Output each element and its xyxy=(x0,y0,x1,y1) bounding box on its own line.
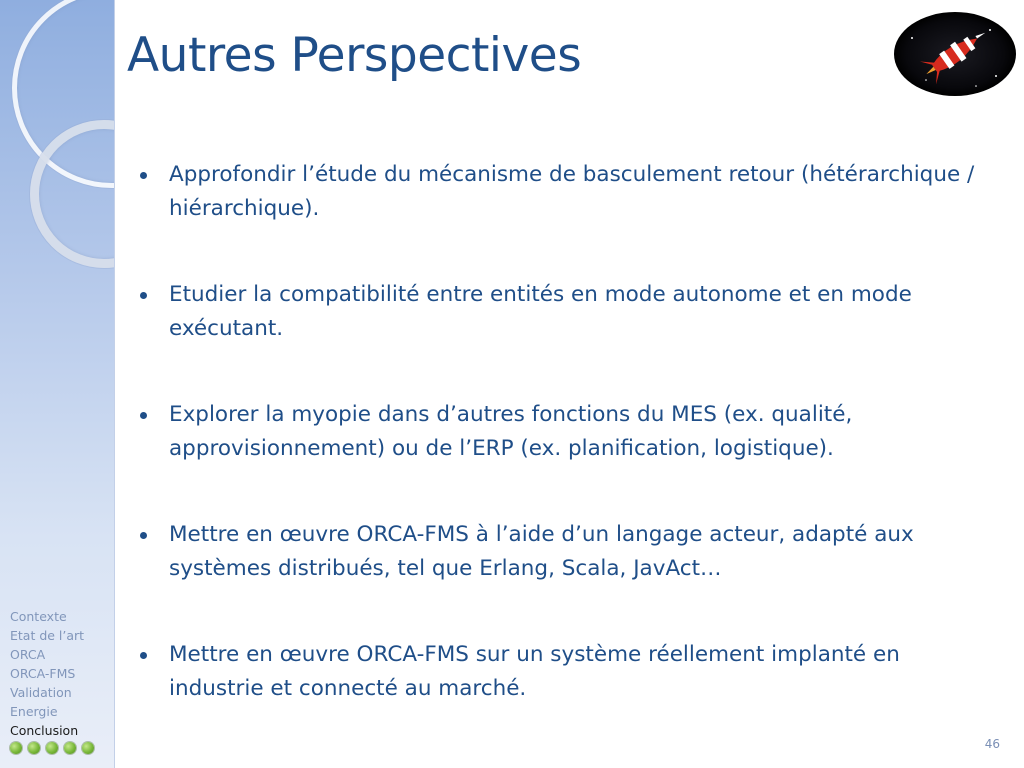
nav-dot-icon[interactable] xyxy=(82,742,94,754)
bullet-item xyxy=(138,638,988,706)
nav-dot-icon[interactable] xyxy=(46,742,58,754)
bullet-item xyxy=(138,518,988,586)
rocket-icon xyxy=(892,10,1018,98)
nav-item-etat-de-lart[interactable]: Etat de l’art xyxy=(10,628,85,643)
bullet-list xyxy=(138,158,988,706)
nav-item-validation[interactable]: Validation xyxy=(10,685,72,700)
nav-item-orca-fms[interactable]: ORCA-FMS xyxy=(10,666,76,681)
bullet-item xyxy=(138,398,988,466)
bullet-dot-icon xyxy=(140,292,147,299)
nav-dot-icon[interactable] xyxy=(10,742,22,754)
page-title: Autres Perspectives xyxy=(127,28,582,83)
bullet-dot-icon xyxy=(140,532,147,539)
bullet-item xyxy=(138,278,988,346)
nav-item-contexte[interactable]: Contexte xyxy=(10,609,67,624)
nav-item-conclusion[interactable]: Conclusion xyxy=(10,723,79,738)
nav-item-energie[interactable]: Energie xyxy=(10,704,58,719)
nav-dots xyxy=(10,742,94,754)
bullet-dot-icon xyxy=(140,652,147,659)
bullet-dot-icon xyxy=(140,172,147,179)
bullet-dot-icon xyxy=(140,412,147,419)
bullet-text: Approfondir l’étude du mécanisme de basculement retour (hétérarchique / hiérarchique). xyxy=(169,162,975,221)
bullet-text: Etudier la compatibilité entre entités en mode autonome et en mode exécutant. xyxy=(169,282,912,341)
bullet-text: Mettre en œuvre ORCA-FMS sur un système réellement implanté en industrie et connecté au marché. xyxy=(169,642,900,701)
nav-item-orca[interactable]: ORCA xyxy=(10,647,46,662)
bullet-text: Explorer la myopie dans d’autres fonctions du MES (ex. qualité, approvisionnement) ou de l’ERP (ex. planification, logistique). xyxy=(169,402,853,461)
nav-dot-icon[interactable] xyxy=(28,742,40,754)
section-nav xyxy=(10,607,110,740)
bullet-item xyxy=(138,158,988,226)
nav-dot-icon[interactable] xyxy=(64,742,76,754)
bullet-text: Mettre en œuvre ORCA-FMS à l’aide d’un langage acteur, adapté aux systèmes distribués, tel que Erlang, Scala, JavAct… xyxy=(169,522,914,581)
page-number: 46 xyxy=(984,737,1000,751)
